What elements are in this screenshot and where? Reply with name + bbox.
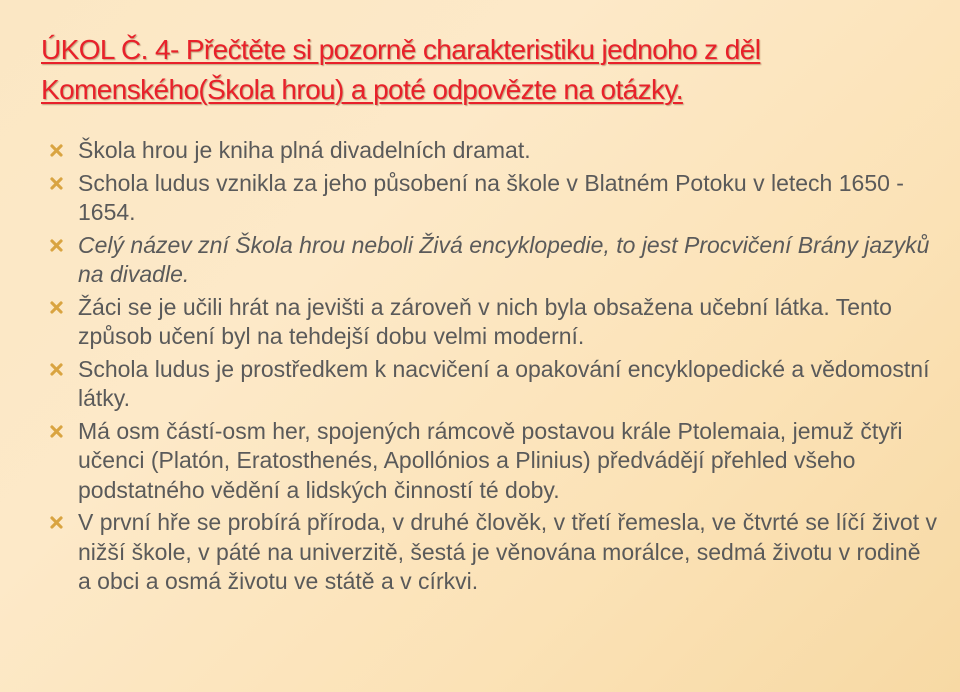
title-line-1: ÚKOL Č. 4- Přečtěte si pozorně charakteristiku jednoho z děl — [41, 34, 761, 65]
bullet-text: Žáci se je učili hrát na jevišti a zároveň v nich byla obsažena učební látka. Tento způsob učení byl na tehdejší dobu velmi moderní. — [78, 293, 892, 349]
bullet-item-1 — [48, 136, 938, 166]
bullet-item-6 — [48, 417, 938, 506]
x-mark-icon — [48, 355, 64, 384]
x-mark-icon — [48, 293, 64, 322]
slide-title — [41, 30, 941, 110]
x-mark-icon — [48, 417, 64, 446]
x-mark-icon — [48, 231, 64, 260]
bullet-item-5 — [48, 355, 938, 414]
bullet-text: V první hře se probírá příroda, v druhé člověk, v třetí řemesla, ve čtvrté se líčí život v nižší škole, v páté na univerzitě, šestá je věnována morálce, sedmá životu v rodině a obci a osmá životu ve státě a v církvi. — [78, 509, 937, 594]
bullet-item-4 — [48, 293, 938, 352]
bullet-text: Celý název zní Škola hrou neboli Živá encyklopedie, to jest Procvičení Brány jazyků na divadle. — [78, 231, 930, 287]
x-mark-icon — [48, 508, 64, 537]
bullet-item-3 — [48, 231, 938, 290]
bullet-text: Schola ludus je prostředkem k nacvičení a opakování encyklopedické a vědomostní látky. — [78, 355, 930, 411]
bullet-list — [48, 136, 938, 600]
x-mark-icon — [48, 169, 64, 198]
bullet-item-2 — [48, 169, 938, 228]
bullet-item-7 — [48, 508, 938, 597]
bullet-text: Schola ludus vznikla za jeho působení na škole v Blatném Potoku v letech 1650 - 1654. — [78, 169, 904, 225]
x-mark-icon — [48, 136, 64, 165]
title-line-2: Komenského(Škola hrou) a poté odpovězte na otázky. — [41, 74, 683, 105]
bullet-text: Má osm částí-osm her, spojených rámcově postavou krále Ptolemaia, jemuž čtyři učenci (Platón, Eratosthenés, Apollónios a Plinius) předvádějí přehled všeho podstatného vědění a lidských činností té doby. — [78, 417, 903, 503]
bullet-text: Škola hrou je kniha plná divadelních dramat. — [78, 137, 531, 163]
